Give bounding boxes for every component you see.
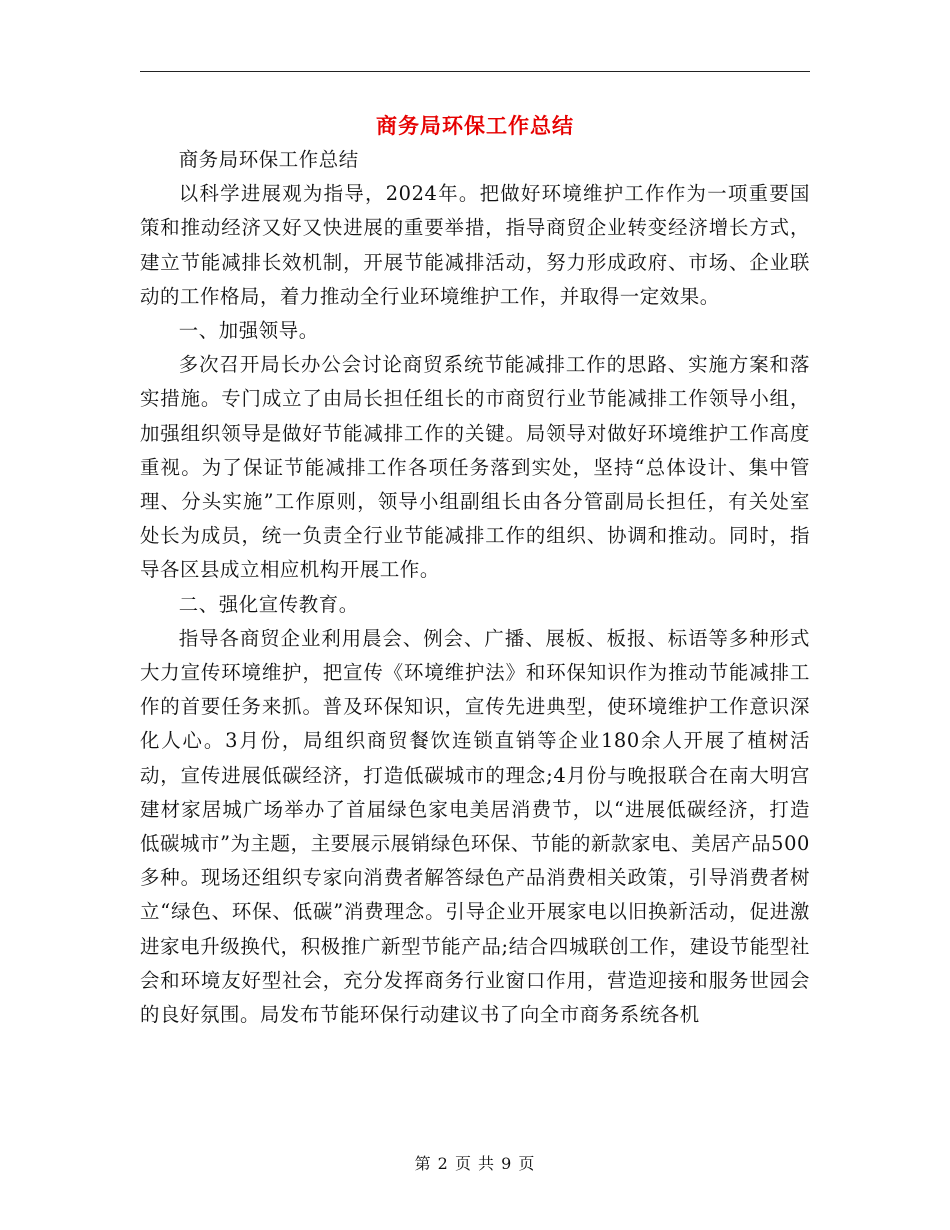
paragraph-subtitle: 商务局环保工作总结	[178, 148, 359, 171]
paragraph-section-2: 指导各商贸企业利用晨会、例会、广播、展板、板报、标语等多种形式大力宣传环境维护，把宣传《环境维护法》和环保知识作为推动节能减排工作的首要任务来抓。普及环保知识，宣传先进典型，使环境维护工作意识深化人心。3月份，局组织商贸餐饮连锁直销等企业180余人开展了植树活动，宣传进展低碳经济，打造低碳城市的理念;4月份与晚报联合在南大明宫建材家居城广场举办了首届绿色家电美居消费节，以“进展低碳经济，打造低碳城市”为主题，主要展示展销绿色环保、节能的新款家电、美居产品500多种。现场还组织专家向消费者解答绿色产品消费相关政策，引导消费者树立“绿色、环保、低碳”消费理念。引导企业开展家电以旧换新活动，促进激进家电升级换代，积极推广新型节能产品;结合四城联创工作，建设节能型社会和环境友好型社会，充分发挥商务行业窗口作用，营造迎接和服务世园会的良好氛围。局发布节能环保行动建议书了向全市商务系统各机	[140, 626, 810, 1027]
header-rule	[140, 71, 810, 72]
document-body	[140, 143, 810, 1032]
paragraph-intro: 以科学进展观为指导，2024年。把做好环境维护工作作为一项重要国策和推动经济又好又快进展的重要举措，指导商贸企业转变经济增长方式，建立节能减排长效机制，开展节能减排活动，努力形成政府、市场、企业联动的工作格局，着力推动全行业环境维护工作，并取得一定效果。	[140, 182, 810, 308]
section-heading-2: 二、强化宣传教育。	[178, 592, 359, 616]
document-title: 商务局环保工作总结	[376, 113, 574, 138]
paragraph-section-1: 多次召开局长办公会讨论商贸系统节能减排工作的思路、实施方案和落实措施。专门成立了由局长担任组长的市商贸行业节能减排工作领导小组，加强组织领导是做好节能减排工作的关键。局领导对做好环境维护工作高度重视。为了保证节能减排工作各项任务落到实处，坚持“总体设计、集中管理、分头实施”工作原则，领导小组副组长由各分管副局长担任，有关处室处长为成员，统一负责全行业节能减排工作的组织、协调和推动。同时，指导各区县成立相应机构开展工作。	[140, 353, 810, 582]
section-heading-1: 一、加强领导。	[178, 319, 319, 343]
page-number: 第 2 页 共 9 页	[414, 1154, 536, 1173]
